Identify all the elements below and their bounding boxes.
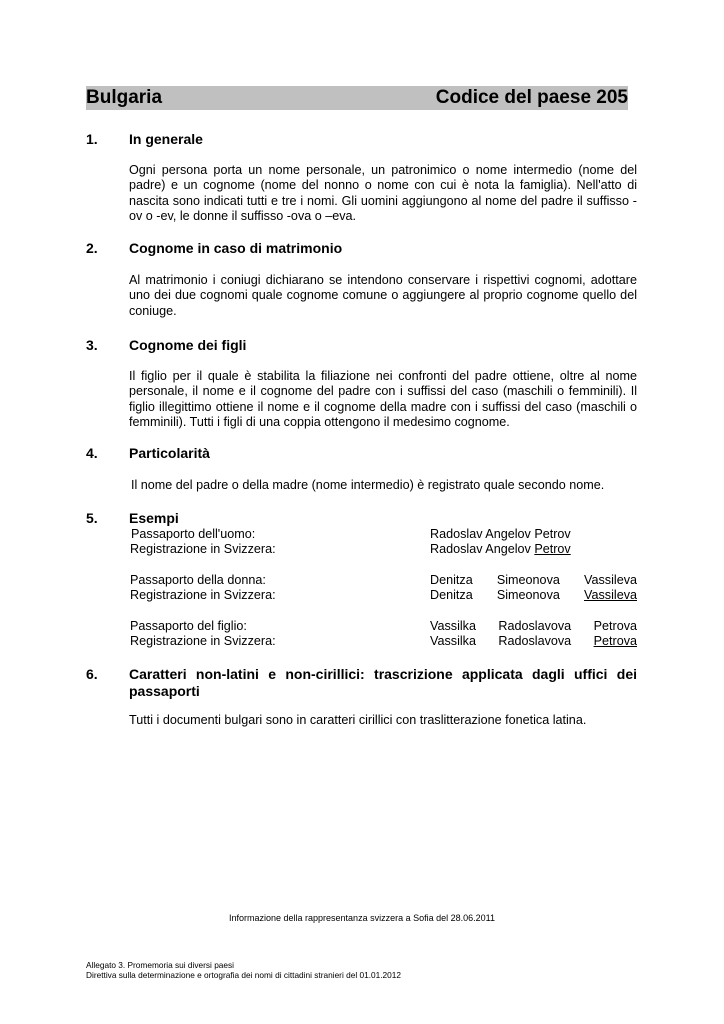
example-child-swiss-middle: Radoslavova (498, 634, 572, 648)
example-child-passport-label: Passaporto del figlio: (130, 619, 247, 633)
example-child-first: Vassilka (430, 619, 476, 633)
section-3-title: Cognome dei figli (129, 337, 247, 353)
example-man-swiss-given: Radoslav Angelov (430, 542, 531, 556)
example-child-swiss-label: Registrazione in Svizzera: (130, 634, 276, 648)
section-6-title: Caratteri non-latini e non-cirillici: trascrizione applicata dagli uffici dei passaporti (129, 666, 637, 699)
example-woman-swiss-middle: Simeonova (496, 588, 560, 602)
example-woman-first: Denitza (430, 573, 473, 587)
page-title-bar (86, 86, 628, 110)
example-man-swiss-value (430, 542, 571, 556)
section-4-title: Particolarità (129, 445, 210, 461)
example-woman-last: Vassileva (584, 573, 637, 587)
example-child-swiss-last: Petrova (593, 634, 637, 648)
section-6-text: Tutti i documenti bulgari sono in caratteri cirillici con traslitterazione fonetica latina. (129, 713, 587, 727)
example-woman-middle: Simeonova (496, 573, 560, 587)
footer-info: Informazione della rappresentanza svizzera a Sofia del 28.06.2011 (228, 913, 495, 923)
example-man-swiss-label: Registrazione in Svizzera: (130, 542, 276, 556)
section-4-text: Il nome del padre o della madre (nome intermedio) è registrato quale secondo nome. (131, 478, 605, 492)
section-1-title: In generale (129, 131, 203, 147)
example-woman-swiss-first: Denitza (430, 588, 473, 602)
section-2-text: Al matrimonio i coniugi dichiarano se intendono conservare i rispettivi cognomi, adottare uno dei due cognomi quale cognome comune o aggiungere al proprio cognome quello del coniuge. (129, 273, 637, 318)
footer-annex: Allegato 3. Promemoria sui diversi paesi (86, 960, 235, 970)
example-child-swiss-first: Vassilka (430, 634, 476, 648)
section-1-text: Ogni persona porta un nome personale, un patronimico o nome intermedio (nome del padre) e un cognome (nome del nonno o nome con cui è nota la famiglia). Nell'atto di nascita sono indicati tutti e tre i nomi. Gli uomini aggiungono al nome del padre il suffisso -ov o -ev, le donne il suffisso -ova o –eva. (129, 163, 637, 223)
section-2-number: 2. (86, 240, 98, 256)
example-man-passport-value: Radoslav Angelov Petrov (430, 527, 571, 541)
country-code: Codice del paese 205 (435, 87, 628, 108)
example-man-passport-label: Passaporto dell'uomo: (131, 527, 256, 541)
example-woman-passport-label: Passaporto della donna: (130, 573, 266, 587)
country-title: Bulgaria (86, 87, 163, 108)
section-5-number: 5. (86, 510, 98, 526)
example-man-swiss-surname: Petrov (534, 542, 571, 556)
example-child-passport-value (430, 619, 637, 633)
example-woman-swiss-value (430, 588, 637, 602)
footer-directive: Direttiva sulla determinazione e ortografia dei nomi di cittadini stranieri del 01.01.2012 (86, 970, 401, 980)
example-child-last: Petrova (593, 619, 637, 633)
example-child-middle: Radoslavova (498, 619, 572, 633)
section-1-number: 1. (86, 131, 98, 147)
example-child-swiss-value (430, 634, 637, 648)
example-woman-swiss-last: Vassileva (584, 588, 637, 602)
section-3-number: 3. (86, 337, 98, 353)
section-6-number: 6. (86, 666, 98, 682)
example-woman-passport-value (430, 573, 637, 587)
section-3-text: Il figlio per il quale è stabilita la filiazione nei confronti del padre ottiene, oltre al nome personale, il nome e il cognome del padre con i suffissi del caso (maschili o femminili). Il figlio illegittimo ottiene il nome e il cognome della madre con i suffissi del caso (maschili o femminili). Tutti i figli di una coppia ottengono il medesimo cognome. (129, 369, 637, 429)
section-4-number: 4. (86, 445, 98, 461)
section-5-title: Esempi (129, 510, 179, 526)
section-2-title: Cognome in caso di matrimonio (129, 240, 343, 256)
example-woman-swiss-label: Registrazione in Svizzera: (130, 588, 276, 602)
